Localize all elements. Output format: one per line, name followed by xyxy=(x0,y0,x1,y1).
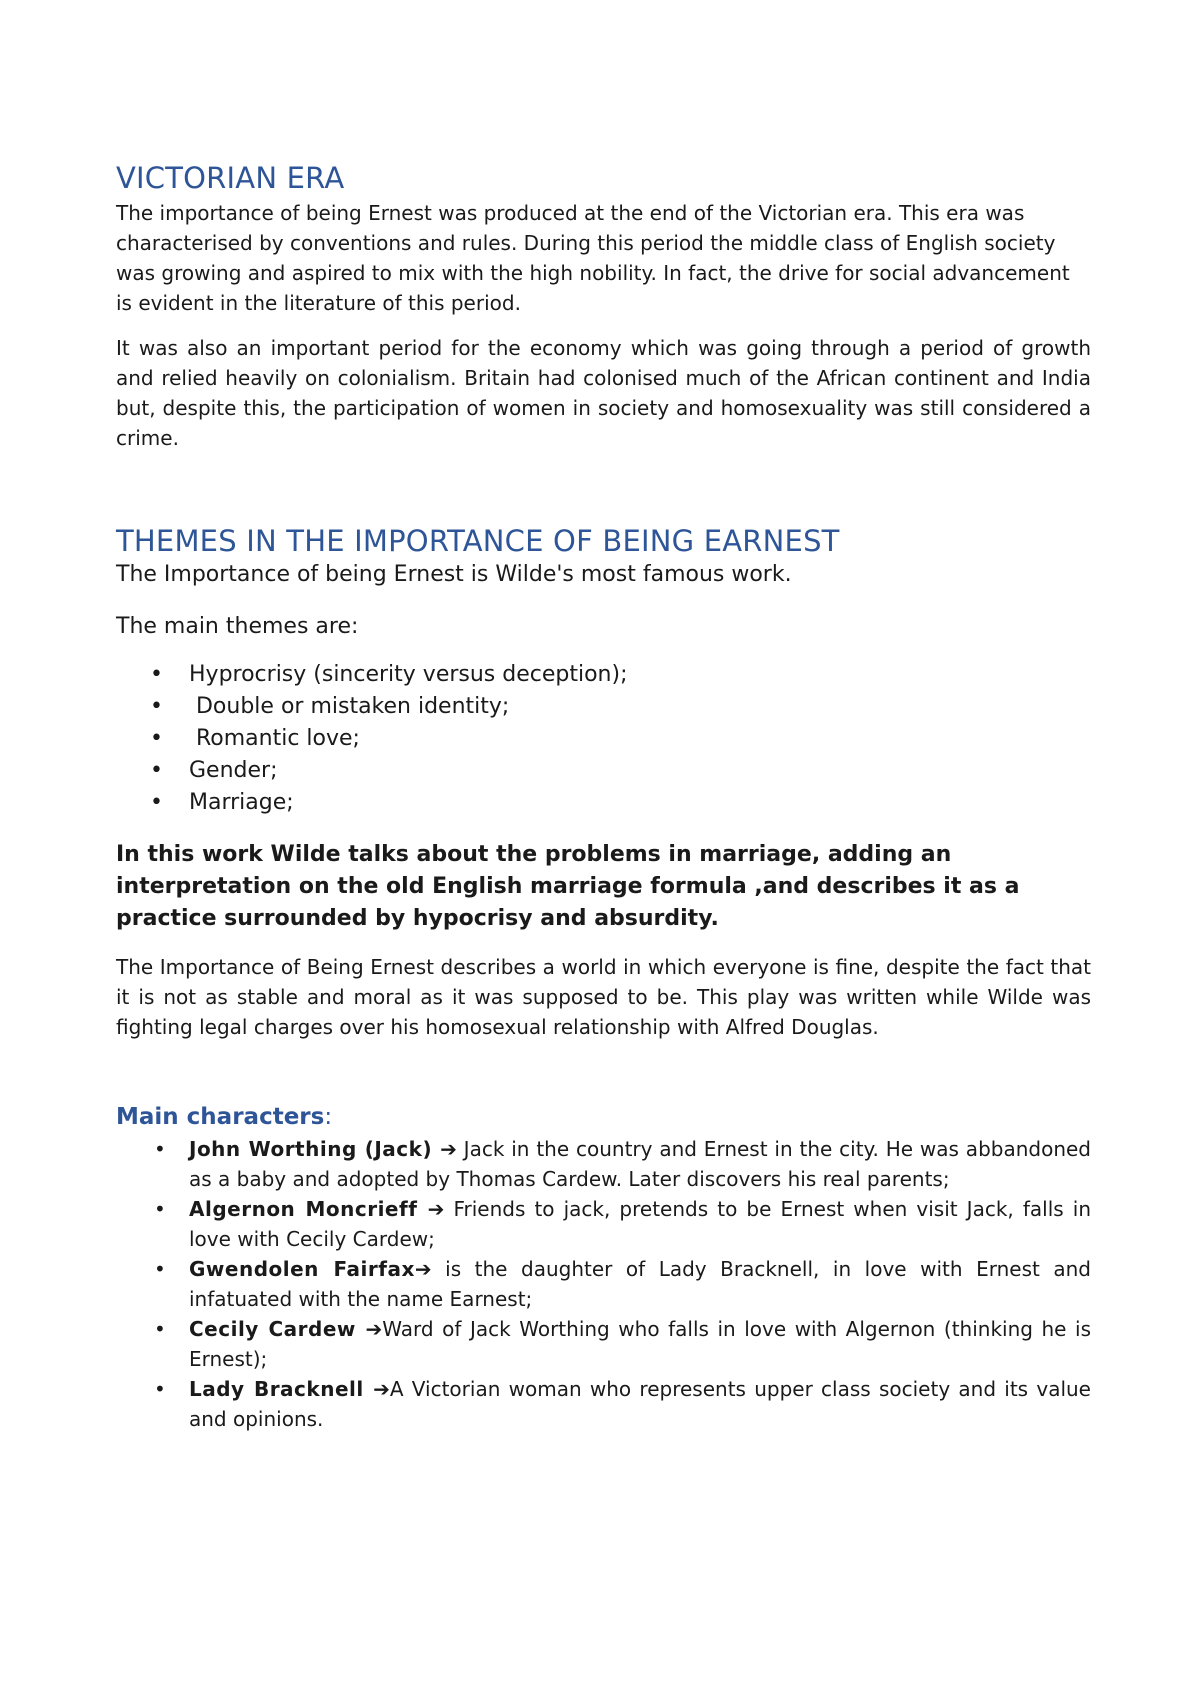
list-item: • Marriage; xyxy=(116,787,1091,819)
main-characters-heading: Main characters: xyxy=(116,1104,333,1130)
character-name: Cecily Cardew xyxy=(189,1317,366,1341)
victorian-era-paragraph-2: It was also an important period for the economy which was going through a period of growth and relied heavily on colonialism. Britain had colonised much of the African continent and India but, despite this, the participation of women in society and homosexuality was still considered a crime. xyxy=(116,336,1091,450)
list-item xyxy=(116,1134,1091,1194)
arrow-icon: ➔ xyxy=(440,1137,457,1161)
bullet-icon: • xyxy=(150,758,163,783)
world-paragraph: The Importance of Being Ernest describes a world in which everyone is fine, despite the fact that it is not as stable and moral as it was supposed to be. This play was written while Wilde was fighting legal charges over his homosexual relationship with Alfred Douglas. xyxy=(116,955,1091,1039)
character-description: Ward of Jack Worthing who falls in love with Algernon (thinking he is Ernest); xyxy=(189,1317,1091,1371)
arrow-icon: ➔ xyxy=(414,1257,432,1281)
arrow-icon: ➔ xyxy=(373,1377,390,1401)
character-description: Friends to jack, pretends to be Ernest when visit Jack, falls in love with Cecily Cardew; xyxy=(189,1197,1091,1251)
themes-list xyxy=(116,659,1091,819)
list-item: • Double or mistaken identity; xyxy=(116,691,1091,723)
bullet-icon: • xyxy=(154,1317,166,1341)
character-name: John Worthing (Jack) xyxy=(189,1137,441,1161)
victorian-era-heading: VICTORIAN ERA xyxy=(116,161,345,195)
bullet-icon: • xyxy=(150,726,163,751)
marriage-paragraph: In this work Wilde talks about the problems in marriage, adding an interpretation on the old English marriage formula ,and describes it as a practice surrounded by hypocrisy and absurdity. xyxy=(116,842,1020,931)
document-page xyxy=(116,160,1091,1434)
bullet-icon: • xyxy=(154,1197,166,1221)
list-item: • Gender; xyxy=(116,755,1091,787)
character-name: Lady Bracknell xyxy=(189,1377,374,1401)
list-item: • Hyprocrisy (sincerity versus deception); xyxy=(116,659,1091,691)
bullet-icon: • xyxy=(154,1137,166,1161)
bullet-icon: • xyxy=(150,790,163,815)
list-item xyxy=(116,1194,1091,1254)
characters-list xyxy=(116,1134,1091,1434)
bullet-icon: • xyxy=(154,1257,166,1281)
character-description: A Victorian woman who represents upper class society and its value and opinions. xyxy=(189,1377,1091,1431)
character-name: Algernon Moncrieff xyxy=(189,1197,428,1221)
themes-heading: THEMES IN THE IMPORTANCE OF BEING EARNEST xyxy=(116,524,840,558)
list-item: • Romantic love; xyxy=(116,723,1091,755)
arrow-icon: ➔ xyxy=(427,1197,445,1221)
character-name: Gwendolen Fairfax xyxy=(189,1257,415,1281)
bullet-icon: • xyxy=(154,1377,166,1401)
themes-intro: The Importance of being Ernest is Wilde's most famous work. xyxy=(116,562,792,587)
list-item xyxy=(116,1314,1091,1374)
list-item xyxy=(116,1374,1091,1434)
bullet-icon: • xyxy=(150,694,163,719)
character-description: Jack in the country and Ernest in the city. He was abbandoned as a baby and adopted by Thomas Cardew. Later discovers his real parents; xyxy=(189,1137,1091,1191)
victorian-era-paragraph-1: The importance of being Ernest was produced at the end of the Victorian era. This era was characterised by conventions and rules. During this period the middle class of English society was growing and aspired to mix with the high nobility. In fact, the drive for social advancement is evident in the literature of this period. xyxy=(116,201,1070,315)
list-item xyxy=(116,1254,1091,1314)
bullet-icon: • xyxy=(150,662,163,687)
themes-label: The main themes are: xyxy=(116,614,359,639)
arrow-icon: ➔ xyxy=(365,1317,383,1341)
character-description: is the daughter of Lady Bracknell, in love with Ernest and infatuated with the name Earnest; xyxy=(189,1257,1091,1311)
